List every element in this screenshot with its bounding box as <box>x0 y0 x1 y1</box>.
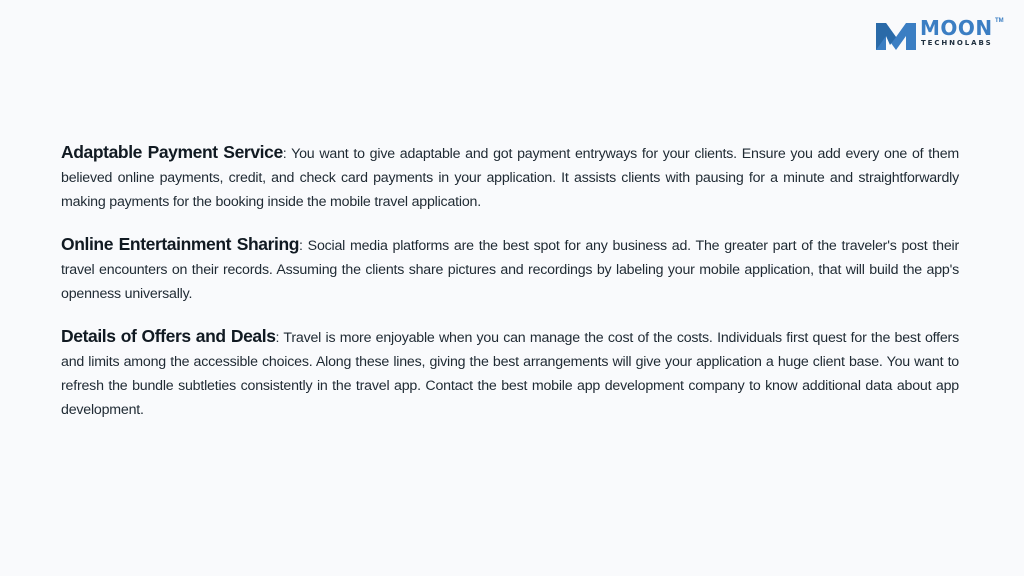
logo-subtitle: TECHNOLABS <box>921 39 993 47</box>
heading-separator: : <box>275 330 280 346</box>
paragraph-heading: Details of Offers and Deals <box>61 326 276 346</box>
moon-logo-icon <box>876 20 916 50</box>
paragraph-offers-deals <box>61 324 959 422</box>
document-body <box>61 140 959 440</box>
paragraph-entertainment-sharing <box>61 232 959 306</box>
logo-trademark: TM <box>995 18 1004 24</box>
paragraph-text: You want to give adaptable and got payment entryways for your clients. Ensure you add every one of them believed online payments, credit, and check card payments in your application. It assists clients with pausing for a minute and straightforwardly making payments for the booking inside the mobile travel application. <box>61 146 960 210</box>
paragraph-text: Social media platforms are the best spot for any business ad. The greater part of the traveler's post their travel encounters on their records. Assuming the clients share pictures and recordings by labeling your mobile application, that will build the app's openness universally. <box>61 238 959 302</box>
heading-separator: : <box>282 146 287 162</box>
moon-technolabs-logo <box>876 17 1006 53</box>
heading-separator: : <box>299 238 303 254</box>
paragraph-payment-service <box>61 140 959 214</box>
logo-wordmark: MOON <box>920 16 993 40</box>
paragraph-heading: Adaptable Payment Service <box>61 142 283 162</box>
paragraph-heading: Online Entertainment Sharing <box>61 234 300 254</box>
paragraph-text: Travel is more enjoyable when you can manage the cost of the costs. Individuals first quest for the best offers and limits among the accessible choices. Along these lines, giving the best arrangements will give your application a huge client base. You want to refresh the bundle subtleties consistently in the travel app. Contact the best mobile app development company to know additional data about app development. <box>61 330 959 418</box>
